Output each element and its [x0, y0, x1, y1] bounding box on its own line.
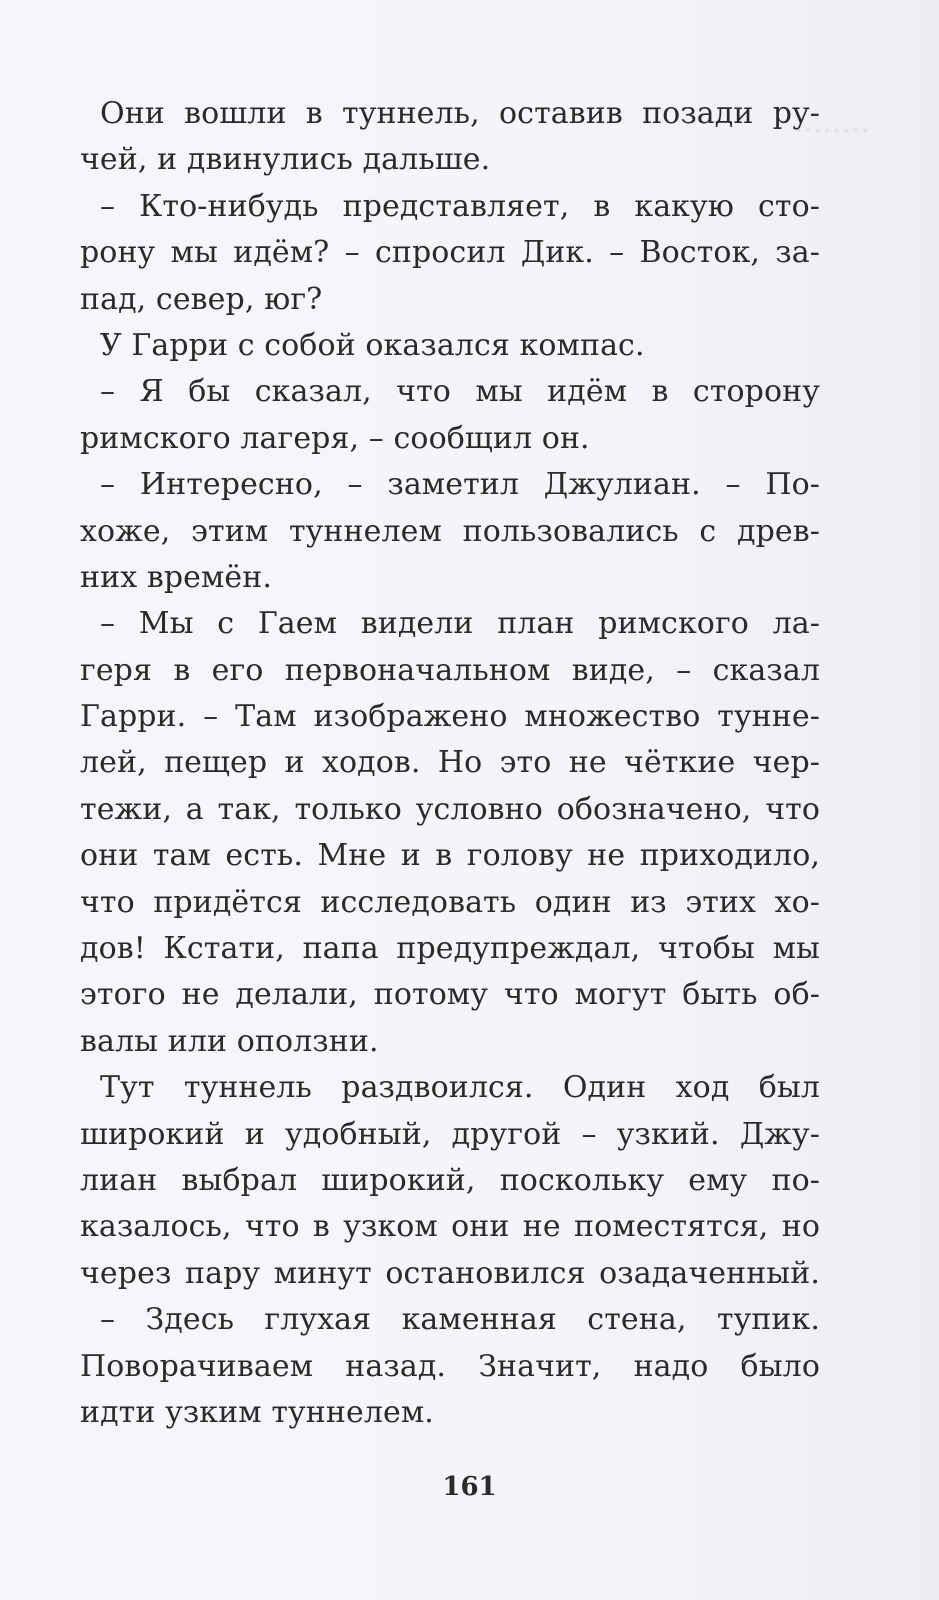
- text-line: что придётся исследовать один из этих хо-: [80, 884, 820, 920]
- text-line: пад, север, юг?: [80, 281, 323, 317]
- text-line: – Интересно, – заметил Джулиан. – По-: [100, 467, 820, 503]
- text-line: чей, и двинулись дальше.: [80, 142, 491, 178]
- text-line: – Кто-нибудь представляет, в какую сто-: [100, 188, 820, 224]
- text-line: тежи, а так, только условно обозначено, что: [80, 791, 820, 827]
- text-line: – Я бы сказал, что мы идём в сторону: [100, 374, 820, 410]
- text-line: римского лагеря, – сообщил он.: [80, 420, 590, 456]
- text-line: через пару минут остановился озадаченный.: [80, 1255, 820, 1291]
- text-line: казалось, что в узком они не поместятся, но: [80, 1209, 820, 1245]
- show-through-text: ........: [793, 105, 870, 140]
- text-line: валы или оползни.: [80, 1023, 379, 1059]
- text-line: лиан выбрал широкий, поскольку ему по-: [80, 1162, 820, 1198]
- text-line: лей, пещер и ходов. Но это не чёткие чер-: [80, 745, 820, 781]
- text-line: – Мы с Гаем видели план римского ла-: [100, 606, 820, 642]
- page-text: [80, 91, 820, 1436]
- text-line: У Гарри с собой оказался компас.: [100, 327, 645, 363]
- text-line: Поворачиваем назад. Значит, надо было: [80, 1348, 820, 1384]
- text-line: Они вошли в туннель, оставив позади ру-: [100, 96, 820, 131]
- text-line: они там есть. Мне и в голову не приходило,: [80, 838, 820, 874]
- page-number: 161: [442, 1472, 497, 1502]
- text-line: Гарри. – Там изображено множество тунне-: [80, 699, 820, 735]
- text-line: этого не делали, потому что могут быть об-: [80, 977, 820, 1013]
- text-line: широкий и удобный, другой – узкий. Джу-: [80, 1116, 820, 1152]
- text-line: Тут туннель раздвоился. Один ход был: [100, 1070, 820, 1106]
- text-line: них времён.: [80, 559, 273, 595]
- text-line: рону мы идём? – спросил Дик. – Восток, за-: [80, 235, 820, 271]
- text-line: – Здесь глухая каменная стена, тупик.: [100, 1302, 820, 1338]
- text-line: хоже, этим туннелем пользовались с древ-: [80, 513, 820, 549]
- text-line: дов! Кстати, папа предупреждал, чтобы мы: [80, 931, 820, 967]
- text-line: идти узким туннелем.: [80, 1394, 434, 1430]
- text-line: геря в его первоначальном виде, – сказал: [80, 652, 820, 688]
